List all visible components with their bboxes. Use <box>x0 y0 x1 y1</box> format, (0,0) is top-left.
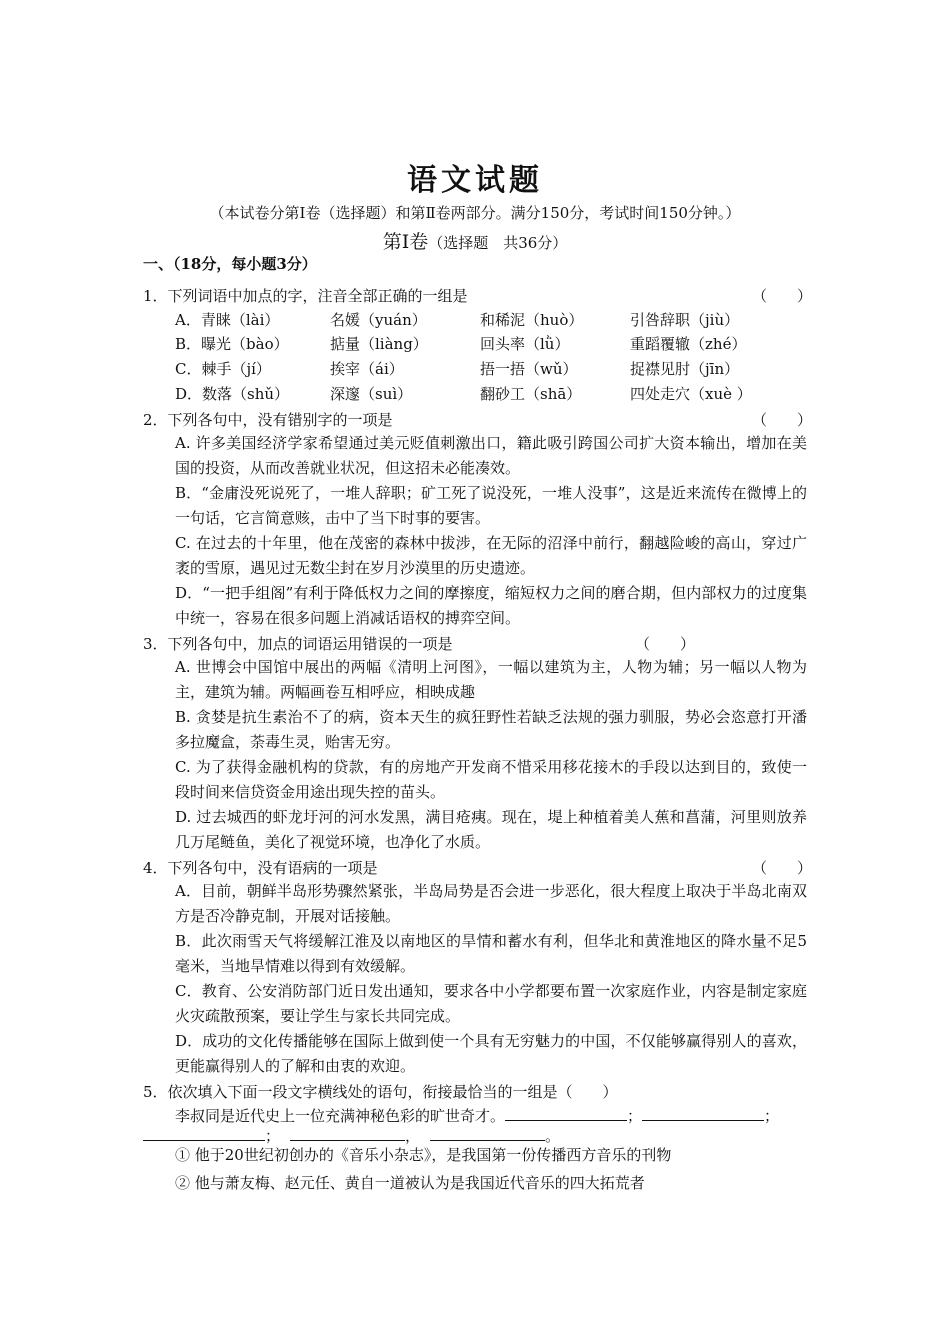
q3-option-d: D. 过去城西的虾龙圩河的河水发黑，满目疮痍。现在，堤上种植着美人蕉和菖蒲，河里则放养几万尾鲢鱼，美化了视觉环境，也净化了水质。 <box>175 808 807 851</box>
q3-stem: 3．下列各句中，加点的词语运用错误的一项是 <box>143 635 453 653</box>
q1-answer-paren[interactable]: （ ） <box>752 287 813 305</box>
q5-sep-3: ； <box>265 1127 281 1145</box>
q3-answer-paren[interactable]: （ ） <box>635 635 696 653</box>
q1-a-3: 和稀泥（huò） <box>480 311 584 329</box>
part-heading <box>0 227 950 254</box>
q5-end: 。 <box>545 1127 561 1145</box>
q5-lead: 李叔同是近代史上一位充满神秘色彩的旷世奇才。 <box>175 1107 506 1125</box>
q3-option-c: C. 为了获得金融机构的贷款，有的房地产开发商不惜采用移花接木的手段以达到目的，致使一段时间来信贷资金用途出现失控的苗头。 <box>175 758 807 801</box>
q4-option-b: B．此次雨雪天气将缓解江淮及以南地区的旱情和蓄水有利，但华北和黄淮地区的降水量不足5毫米，当地旱情难以得到有效缓解。 <box>175 932 807 975</box>
q1-c-4: 捉襟见肘（jīn） <box>630 360 740 378</box>
q5-blank-4[interactable] <box>290 1124 405 1141</box>
q1-a-4: 引咎辞职（jiù） <box>630 311 740 329</box>
q1-b-1: B．曝光（bào） <box>175 335 289 353</box>
q1-b-3: 回头率（lǜ） <box>480 335 570 353</box>
q4-stem: 4．下列各句中，没有语病的一项是 <box>143 859 378 877</box>
q1-c-2: 挨宰（ái） <box>330 360 404 378</box>
q1-b-4: 重蹈覆辙（zhé） <box>630 335 747 353</box>
q2-option-d: D．“一把手组阁”有利于降低权力之间的摩擦度，缩短权力之间的磨合期，但内部权力的过度集中统一，容易在很多问题上消减话语权的搏弈空间。 <box>175 584 807 627</box>
q1-d-2: 深邃（suì） <box>330 385 413 403</box>
q5-passage-line1 <box>175 1104 779 1126</box>
q4-option-c: C．教育、公安消防部门近日发出通知，要求各中小学都要布置一次家庭作业，内容是制定家庭火灾疏散预案，要让学生与家长共同完成。 <box>175 982 807 1025</box>
q5-item-2: ② 他与萧友梅、赵元任、黄自一道被认为是我国近代音乐的四大拓荒者 <box>175 1174 645 1192</box>
q1-c-1: C．棘手（jí） <box>175 360 271 378</box>
q5-sep-2: ； <box>764 1107 780 1125</box>
q4-answer-paren[interactable]: （ ） <box>752 859 813 877</box>
q1-a-1: A．青睐（lài） <box>175 311 280 329</box>
exam-subtitle: （本试卷分第Ⅰ卷（选择题）和第Ⅱ卷两部分。满分150分，考试时间150分钟。） <box>209 204 741 222</box>
q4-option-d: D．成功的文化传播能够在国际上做到使一个具有无穷魅力的中国，不仅能够赢得别人的喜欢，更能赢得别人的了解和由衷的欢迎。 <box>175 1032 807 1075</box>
q1-a-2: 名媛（yuán） <box>330 311 427 329</box>
q1-stem: 1．下列词语中加点的字，注音全部正确的一组是 <box>143 287 468 305</box>
q1-d-1: D．数落（shǔ） <box>175 385 290 403</box>
part-note: （选择题 共36分） <box>428 234 568 252</box>
q5-blank-3[interactable] <box>143 1124 265 1141</box>
q2-option-b: B．“金庸没死说死了，一堆人辞职；矿工死了说没死，一堆人没事”，这是近来流传在微博上的一句话，它言简意赅，击中了当下时事的要害。 <box>175 484 807 527</box>
q5-sep-4: ， <box>405 1127 421 1145</box>
q2-option-c: C. 在过去的十年里，他在茂密的森林中拔涉，在无际的沼泽中前行，翻越险峻的高山，穿过广袤的雪原，遇见过无数尘封在岁月沙漠里的历史遗迹。 <box>175 534 807 577</box>
q5-blank-5[interactable] <box>430 1124 545 1141</box>
q5-stem: 5．依次填入下面一段文字横线处的语句，衔接最恰当的一组是（ ） <box>143 1083 618 1101</box>
part-title: 第Ⅰ卷 <box>382 231 429 253</box>
q1-d-3: 翻砂工（shā） <box>480 385 582 403</box>
q5-sep-1: ； <box>627 1107 643 1125</box>
q2-stem: 2．下列各句中，没有错别字的一项是 <box>143 411 393 429</box>
exam-title: 语文试题 <box>407 163 543 198</box>
q4-option-a: A．目前，朝鲜半岛形势骤然紧张，半岛局势是否会进一步恶化，很大程度上取决于半岛北南双方是否冷静克制，开展对话接触。 <box>175 882 807 925</box>
q1-c-3: 捂一捂（wǔ） <box>480 360 578 378</box>
q1-d-4: 四处走穴（xuè ） <box>630 385 752 403</box>
section-heading: 一、（18分，每小题3分） <box>143 255 317 273</box>
q2-answer-paren[interactable]: （ ） <box>752 411 813 429</box>
q3-option-a: A. 世博会中国馆中展出的两幅《清明上河图》，一幅以建筑为主，人物为辅；另一幅以人物为主，建筑为辅。两幅画卷互相呼应，相映成趣 <box>175 658 807 701</box>
q5-blank-2[interactable] <box>642 1104 764 1121</box>
q3-option-b: B. 贪婪是抗生素治不了的病，资本天生的疯狂野性若缺乏法规的强力驯服，势必会恣意打开潘多拉魔盒，荼毒生灵，贻害无穷。 <box>175 708 807 751</box>
q2-option-a: A. 许多美国经济学家希望通过美元贬值刺激出口，籍此吸引跨国公司扩大资本输出，增加在美国的投资，从而改善就业状况，但这招未必能凑效。 <box>175 434 807 477</box>
q5-passage-line2 <box>143 1124 560 1146</box>
q5-item-1: ① 他于20世纪初创办的《音乐小杂志》，是我国第一份传播西方音乐的刊物 <box>175 1146 672 1164</box>
q5-blank-1[interactable] <box>505 1104 627 1121</box>
q1-b-2: 掂量（liàng） <box>330 335 428 353</box>
